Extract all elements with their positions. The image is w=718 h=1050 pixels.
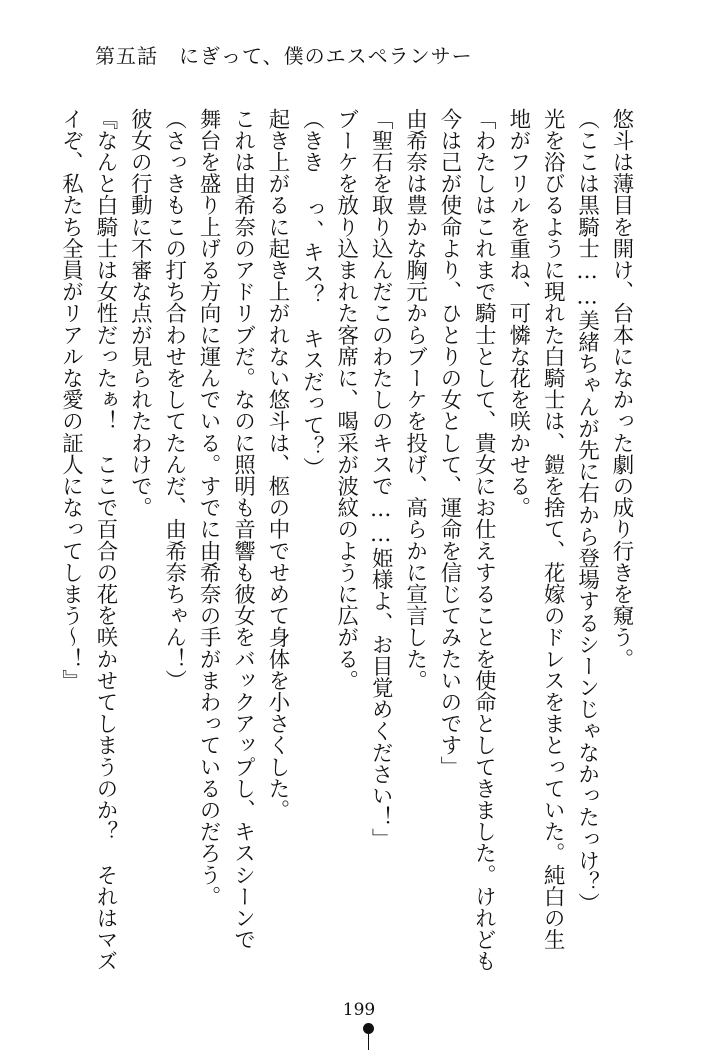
text-line: これは由希奈のアドリブだ。なのに照明も音響も彼女をバックアップし、キスシーンで (230, 108, 256, 951)
text-line: 『なんと白騎士は女性だったぁ！ ここで百合の花を咲かせてしまうのか？ それはマズ (92, 108, 118, 972)
text-line: 地がフリルを重ね、可憐な花を咲かせる。 (505, 108, 531, 519)
text-line: 彼女の行動に不審な点が見られたわけで。 (127, 108, 153, 519)
folio-stem-ornament (368, 1033, 369, 1050)
text-line: （さっきもこの打ち合わせをしてたんだ、由希奈ちゃん！） (161, 108, 187, 692)
text-line: （きき っ、キス？ キスだって？） (299, 108, 325, 479)
text-line: 由希奈は豊かな胸元からブーケを投げ、高らかに宣言した。 (402, 108, 428, 692)
text-line: 光を浴びるように現れた白騎士は、鎧を捨て、花嫁のドレスをまとっていた。純白の生 (540, 108, 566, 951)
text-line: 舞台を盛り上げる方向に運んでいる。すでに由希奈の手がまわっているのだろう。 (196, 108, 222, 908)
text-line: イぞ、私たち全員がリアルな愛の証人になってしまう～！』 (58, 108, 84, 692)
text-line: 悠斗は薄目を開け、台本になかった劇の成り行きを窺う。 (609, 108, 634, 670)
text-line: ブーケを放り込まれた客席に、喝采が波紋のように広がる。 (333, 108, 359, 692)
text-line: 起き上がるに起き上がれない悠斗は、柩の中でせめて身体を小さくした。 (264, 108, 290, 821)
text-line: （ここは黒騎士……美緒ちゃんが先に右から登場するシーンじゃなかったっけ？） (574, 108, 600, 915)
text-line: 今は己が使命より、ひとりの女として、運命を信じてみたいのです」 (436, 108, 462, 778)
page-number: 199 (342, 1000, 376, 1020)
running-head-title: 第五話 にぎって、僕のエスペランサー (95, 44, 473, 68)
vertical-text-body (53, 108, 638, 1008)
text-line: 「聖石を取り込んだこのわたしのキスで……姫様よ、お目覚めください！」 (368, 108, 394, 850)
text-line: 「わたしはこれまで騎士として、貴女にお仕えすることを使命としてきました。けれども (471, 108, 497, 972)
